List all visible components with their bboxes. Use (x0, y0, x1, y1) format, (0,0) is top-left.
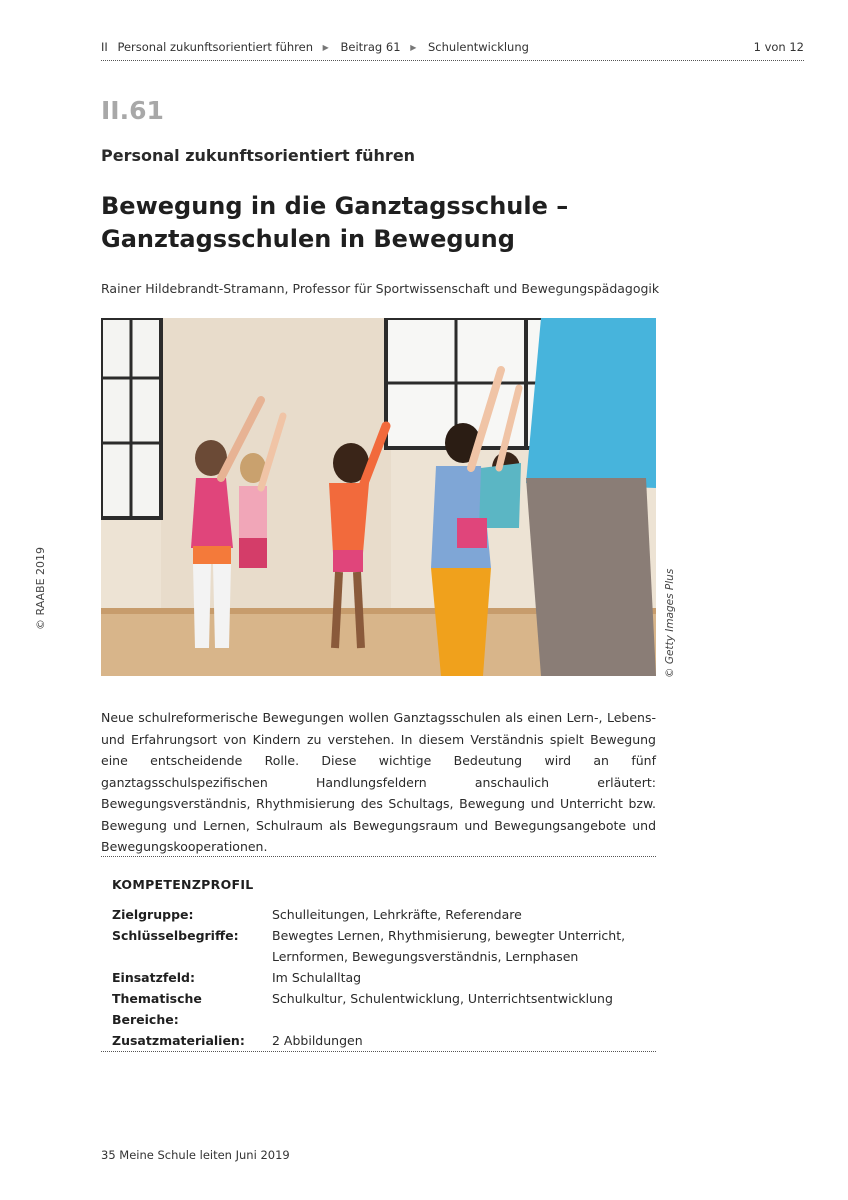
competence-profile (101, 856, 656, 1052)
side-copyright: © RAABE 2019 (34, 546, 47, 630)
profile-label: Schlüsselbegriffe: (112, 928, 239, 943)
section-id: II.61 (101, 96, 164, 125)
profile-value: Bewegtes Lernen, Rhythmisierung, bewegter Unterricht, Lernformen, Bewegungsverständnis, Lernphasen (272, 928, 626, 964)
profile-row (112, 988, 652, 1030)
profile-row (112, 904, 652, 925)
profile-row (112, 1030, 652, 1051)
profile-label: Thematische Bereiche: (112, 991, 202, 1027)
breadcrumb (101, 40, 535, 54)
photo-illustration (101, 318, 656, 676)
profile-title: KOMPETENZPROFIL (112, 877, 254, 892)
article-photo (101, 318, 656, 676)
profile-label: Zusatzmaterialien: (112, 1033, 245, 1048)
page-number: 1 von 12 (753, 40, 804, 54)
title-line: Ganztagsschulen in Bewegung (101, 225, 515, 253)
profile-label: Einsatzfeld: (112, 970, 195, 985)
photo-credit: © Getty Images Plus (664, 568, 676, 678)
triangle-right-icon: ▶ (410, 43, 417, 52)
profile-row (112, 925, 652, 967)
breadcrumb-part: Beitrag 61 (340, 40, 401, 54)
page-footer: 35 Meine Schule leiten Juni 2019 (101, 1148, 290, 1162)
breadcrumb-part: II (101, 40, 108, 54)
profile-value: Im Schulalltag (272, 970, 362, 985)
breadcrumb-part: Personal zukunftsorientiert führen (117, 40, 314, 54)
triangle-right-icon: ▶ (322, 43, 329, 52)
article-title (101, 190, 721, 256)
title-line: Bewegung in die Ganztagsschule – (101, 192, 569, 220)
profile-value: Schulleitungen, Lehrkräfte, Referendare (272, 907, 522, 922)
profile-value: 2 Abbildungen (272, 1033, 363, 1048)
breadcrumb-part: Schulentwicklung (428, 40, 529, 54)
series-title: Personal zukunftsorientiert führen (101, 146, 416, 165)
author-line: Rainer Hildebrandt-Stramann, Professor für Sportwissenschaft und Bewegungspädagogik (101, 281, 660, 296)
profile-rows (112, 904, 652, 1051)
profile-value: Schulkultur, Schulentwicklung, Unterrichtsentwicklung (272, 991, 613, 1006)
intro-paragraph: Neue schulreformerische Bewegungen wollen Ganztagsschulen als einen Lern-, Lebens- und Erfahrungsort von Kindern zu verstehen. In diesem Verständnis spielt Bewegung eine entscheidende Rolle. Diese wichtige Bedeutung wird an fünf ganztagsschulspezifischen Handlungsfeldern anschaulich erläutert: Bewegungsverständnis, Rhythmisierung des Schultags, Bewegung und Unterricht bzw. Bewegung und Lernen, Schulraum als Bewegungsraum und Bewegungsangebote und Bewegungskooperationen. (101, 710, 656, 854)
running-header (101, 38, 804, 61)
profile-row (112, 967, 652, 988)
profile-label: Zielgruppe: (112, 907, 194, 922)
